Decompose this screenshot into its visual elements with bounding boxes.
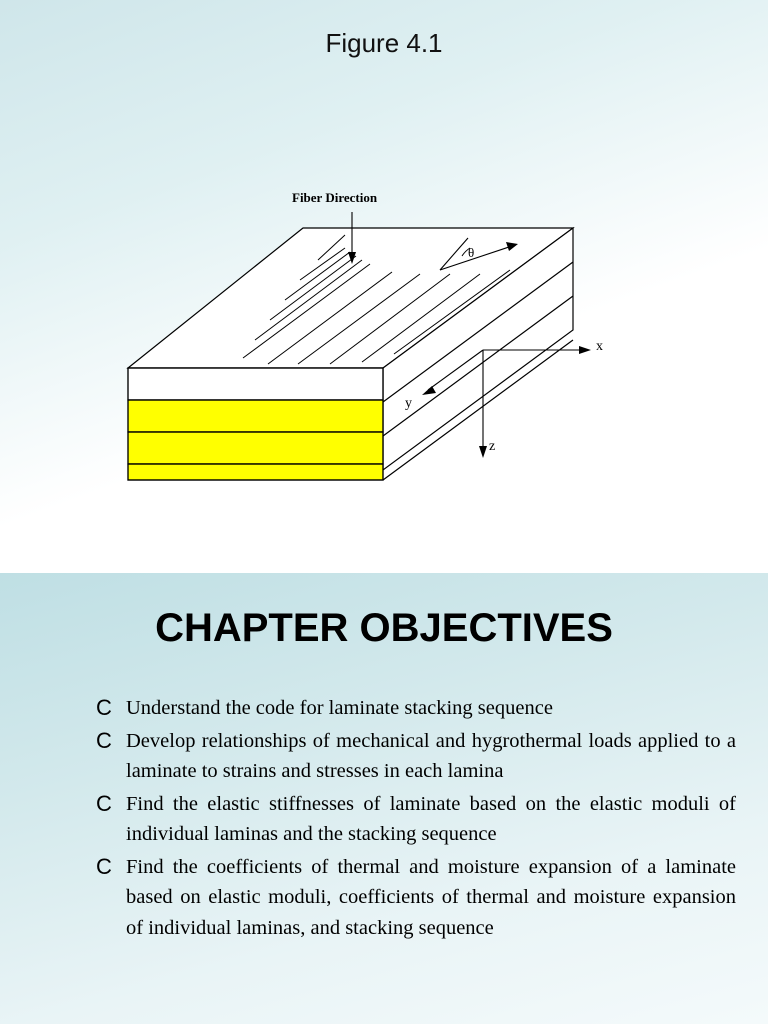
objective-text: Develop relationships of mechanical and hygrothermal loads applied to a laminate to strains and stresses in each lamina [126,729,736,782]
axis-x-label: x [596,339,603,354]
objective-text: Find the elastic stiffnesses of laminate based on the elastic moduli of individual laminas and the stacking sequence [126,792,736,845]
laminate-svg [0,160,768,520]
laminate-diagram [0,160,768,520]
objective-text: Understand the code for laminate stacking sequence [126,697,553,719]
page-title: CHAPTER OBJECTIVES [155,606,613,650]
figure-title: Figure 4.1 [325,28,443,58]
objective-text: Find the coefficients of thermal and moisture expansion of a laminate based on elastic moduli, coefficients of thermal and moisture expansion of individual laminas, and stacking sequence [126,855,736,939]
slide-chapter-objectives [0,573,768,1024]
list-item [96,693,736,724]
axis-y-label: y [405,396,412,411]
bullet-icon: C [96,727,112,753]
list-item [96,789,736,850]
bullet-icon: C [96,853,112,879]
bullet-icon: C [96,790,112,816]
bullet-icon: C [96,695,112,720]
angle-theta-label: θ [468,245,475,260]
objectives-list [96,693,736,945]
list-item [96,852,736,944]
fiber-direction-label: Fiber Direction [292,190,378,205]
axis-z-label: z [489,439,496,454]
list-item [96,726,736,787]
